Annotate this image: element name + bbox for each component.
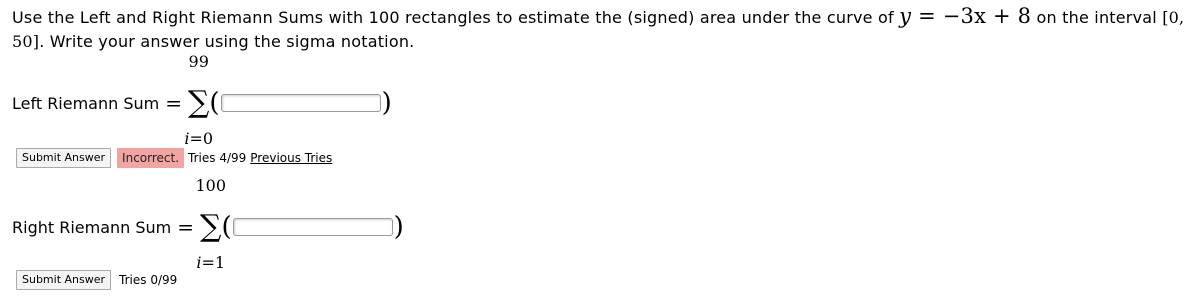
right-sum-row — [12, 176, 404, 272]
left-submit-row — [16, 148, 332, 168]
function-variable: y — [899, 4, 912, 28]
left-sigma-notation — [184, 52, 214, 148]
right-submit-button[interactable]: Submit Answer — [16, 270, 111, 290]
interval: [0, 50] — [12, 8, 1185, 51]
right-sum-label: Right Riemann Sum — [12, 217, 172, 237]
left-sum-upper-limit: 99 — [188, 52, 209, 71]
equals-sign: = — [911, 4, 943, 28]
left-sum-label: Left Riemann Sum — [12, 93, 160, 113]
left-open-paren: ( — [209, 88, 220, 118]
previous-tries-link[interactable]: Previous Tries — [250, 151, 333, 165]
left-sum-row — [12, 52, 392, 148]
left-sum-equals: = — [165, 91, 182, 115]
left-sum-answer-input[interactable] — [221, 94, 381, 112]
right-sum-answer-input[interactable] — [233, 218, 393, 236]
function-expression: −3x + 8 — [942, 4, 1032, 28]
right-sum-lower-limit: i=1 — [196, 253, 226, 272]
left-sum-lower-limit: i=0 — [184, 129, 214, 148]
right-sum-equals: = — [177, 215, 195, 239]
right-close-paren: ) — [393, 212, 404, 242]
incorrect-status-badge: Incorrect. — [117, 148, 184, 168]
question-text — [12, 4, 1192, 54]
question-intro: Use the Left and Right Riemann Sums with 100 rectangles to estimate the (signed) area under the curve of — [12, 8, 900, 27]
right-sum-upper-limit: 100 — [195, 176, 227, 195]
right-open-paren: ( — [221, 212, 232, 242]
right-submit-row — [16, 270, 177, 290]
question-mid: on the interval — [1031, 8, 1163, 27]
left-submit-button[interactable]: Submit Answer — [16, 148, 111, 168]
right-sigma-symbol: ∑ — [200, 209, 222, 244]
left-close-paren: ) — [381, 88, 392, 118]
right-sigma-notation — [195, 176, 227, 272]
right-tries-count: Tries 0/99 — [119, 273, 178, 287]
question-end: . Write your answer using the sigma notation. — [39, 32, 415, 51]
left-sigma-symbol: ∑ — [188, 85, 210, 120]
left-tries-count: Tries 4/99 — [188, 151, 247, 165]
